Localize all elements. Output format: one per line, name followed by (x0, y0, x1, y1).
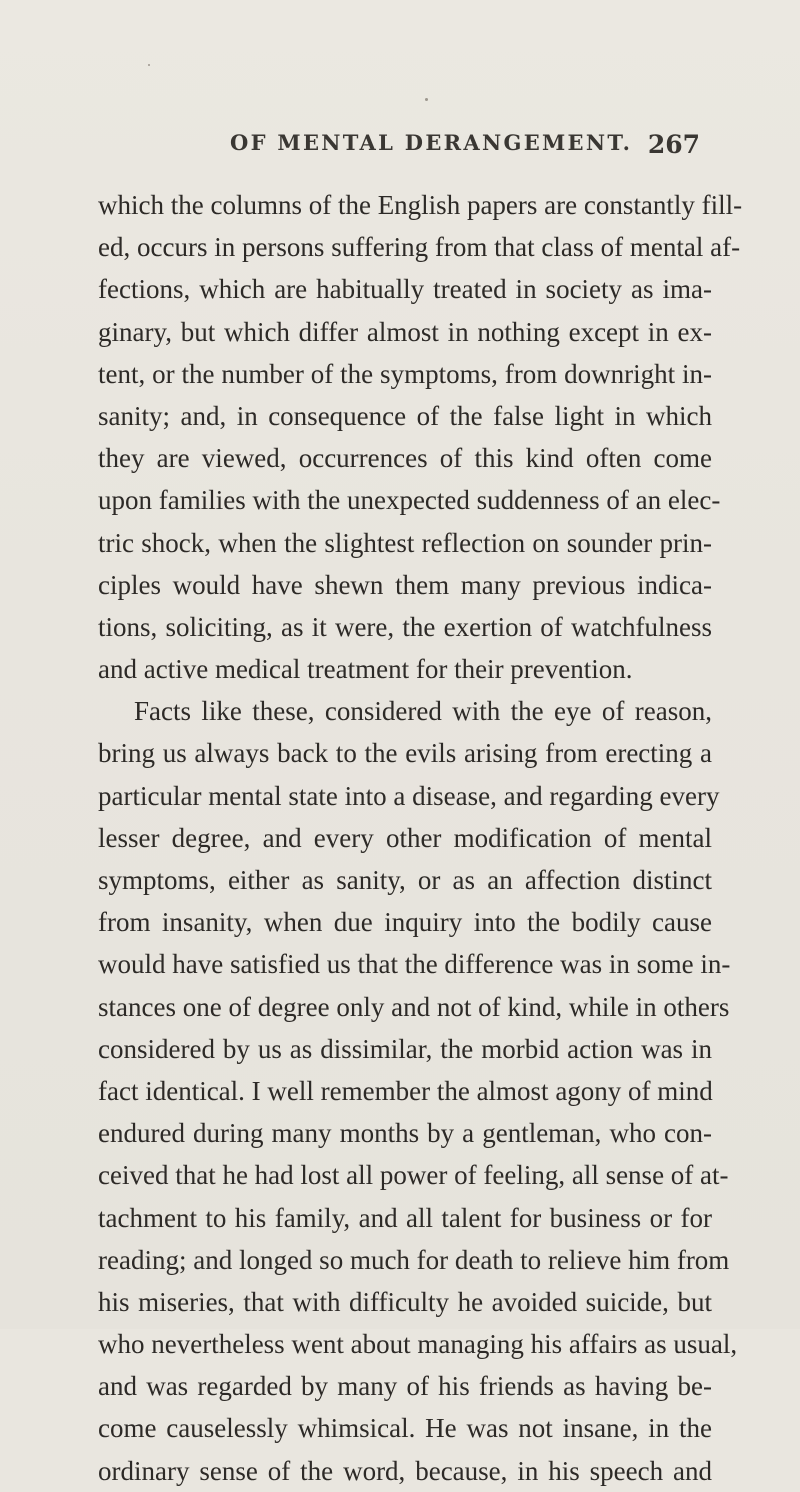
text-line: bring us always back to the evils arising from erecting a (98, 738, 712, 769)
text-line: would have satisfied us that the difference was in some in- (98, 949, 731, 980)
text-line: considered by us as dissimilar, the morbid action was in (98, 1033, 712, 1064)
text-line: from insanity, when due inquiry into the bodily cause (98, 907, 712, 938)
text-line: tachment to his family, and all talent for business or for (98, 1202, 712, 1233)
text-line: ordinary sense of the word, because, in his speech and (98, 1455, 712, 1486)
text-line: they are viewed, occurrences of this kind often come (98, 443, 712, 474)
text-line: fections, which are habitually treated in society as ima- (98, 274, 712, 305)
text-line: endured during many months by a gentleman, who con- (98, 1118, 712, 1149)
text-line: reading; and longed so much for death to relieve him from (98, 1244, 730, 1275)
text-line: who nevertheless went about managing his affairs as usual, (98, 1329, 738, 1360)
text-line: and was regarded by many of his friends as having be- (98, 1371, 712, 1402)
text-line: lesser degree, and every other modification of mental (98, 822, 712, 853)
paper-speck (148, 64, 150, 66)
paragraph-end-line: and active medical treatment for their prevention. (98, 654, 633, 685)
text-line: ginary, but which differ almost in nothing except in ex- (98, 316, 712, 347)
text-line: fact identical. I well remember the almost agony of mind (98, 1075, 713, 1106)
text-line: his miseries, that with difficulty he avoided suicide, but (98, 1286, 712, 1317)
body-text (98, 184, 743, 1492)
text-line: particular mental state into a disease, and regarding every (98, 780, 720, 811)
text-line: upon families with the unexpected suddenness of an elec- (98, 485, 721, 516)
text-line: symptoms, either as sanity, or as an affection distinct (98, 865, 712, 895)
running-title: OF MENTAL DERANGEMENT. (230, 130, 633, 155)
paragraph-start-line: Facts like these, considered with the eye of reason, (134, 696, 712, 727)
text-line: sanity; and, in consequence of the false light in which (98, 400, 712, 431)
text-line: ed, occurs in persons suffering from that class of mental af- (98, 232, 741, 263)
running-head (230, 130, 700, 170)
text-line: ceived that he had lost all power of feeling, all sense of at- (98, 1160, 729, 1191)
text-line: stances one of degree only and not of kind, while in others (98, 991, 730, 1022)
page-number: 267 (647, 130, 700, 159)
text-line: tric shock, when the slightest reflection on sounder prin- (98, 527, 712, 558)
text-line: come causelessly whimsical. He was not insane, in the (98, 1413, 712, 1444)
text-line: ciples would have shewn them many previous indica- (98, 569, 712, 600)
text-line: which the columns of the English papers are constantly fill- (98, 190, 743, 220)
text-line: tent, or the number of the symptoms, from downright in- (98, 358, 712, 389)
paper-speck (425, 98, 428, 101)
text-line: tions, soliciting, as it were, the exertion of watchfulness (98, 611, 712, 642)
